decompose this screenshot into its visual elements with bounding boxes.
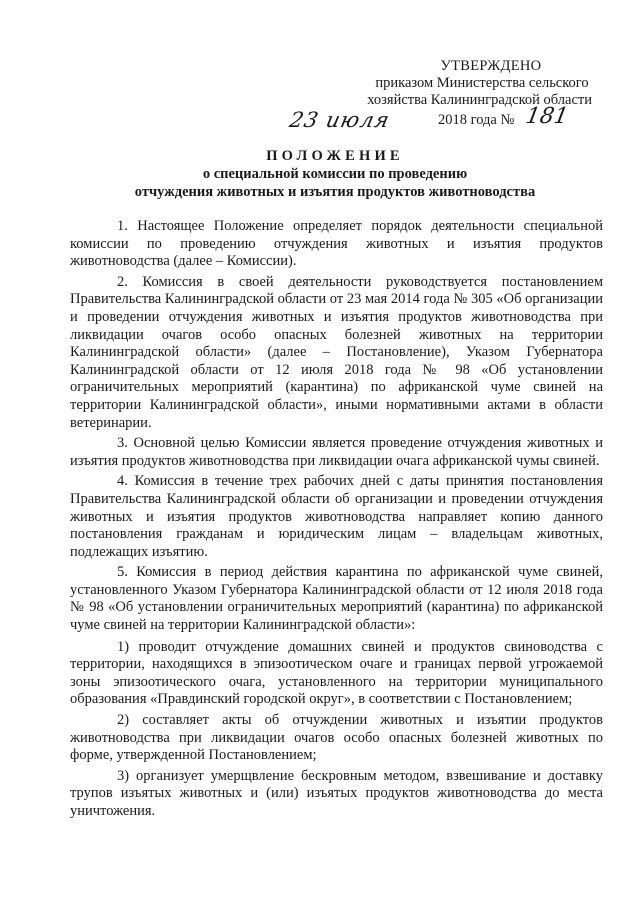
approval-year-text: 2018 года № [438, 112, 515, 128]
subitem-2: 2) составляет акты об отчуждении животных и изъятии продуктов животноводства при ликвидации очагов особо опасных болезней животных по форме, утвержденной Постановлением; [70, 712, 603, 764]
title-main: ПОЛОЖЕНИЕ [266, 148, 404, 164]
paragraph-2: 2. Комиссия в своей деятельности руководствуется постановлением Правительства Калининградской области от 23 мая 2014 года № 305 «Об организации и проведении отчуждения животных и изъятия продуктов животноводства при ликвидации очагов особо опасных болезней животных на территории Калининградской области» (далее – Постановление), Указом Губернатора Калининградской области от 12 июля 2018 года № 98 «Об установлении ограничительных мероприятий (карантина) по африканской чуме свиней на территории Калининградской области», иными нормативными актами в области ветеринарии. [70, 273, 603, 431]
approval-line-1: приказом Министерства сельского [375, 75, 589, 91]
approval-heading: УТВЕРЖДЕНО [440, 58, 542, 74]
title-line-3: отчуждения животных и изъятия продуктов животноводства [134, 184, 536, 200]
approval-date-line [287, 104, 610, 134]
paragraph-3: 3. Основной целью Комиссии является проведение отчуждения животных и изъятия продуктов животноводства при ликвидации очага африканской чумы свиней. [70, 435, 603, 469]
paragraph-1: 1. Настоящее Положение определяет порядок деятельности специальной комиссии по проведению отчуждения животных и изъятия продуктов животноводства (далее – Комиссии). [70, 218, 603, 270]
paragraph-4: 4. Комиссия в течение трех рабочих дней с даты принятия постановления Правительства Калининградской области об организации и проведении отчуждения животных и изъятия продуктов животноводства направляет копию данного постановления гражданам и юридическим лицам – владельцам животных, подлежащих изъятию. [70, 473, 603, 560]
handwritten-order-number: 181 [523, 104, 571, 129]
approval-line-2: хозяйства Калининградской области [367, 92, 592, 108]
document-body [70, 218, 603, 824]
paragraph-5: 5. Комиссия в период действия карантина по африканской чуме свиней, установленного Указом Губернатора Калининградской области от 12 июля 2018 года № 98 «Об установлении ограничительных мероприятий (карантина) по африканской чуме свиней на территории Калининградской области»: [70, 564, 603, 634]
document-title [60, 147, 610, 201]
subitem-3: 3) организует умерщвление бескровным методом, взвешивание и доставку трупов изъятых животных и (или) изъятых продуктов животноводства до места уничтожения. [70, 767, 603, 819]
title-line-2: о специальной комиссии по проведению [202, 166, 468, 182]
subitem-1: 1) проводит отчуждение домашних свиней и продуктов свиноводства с территории, находящихся в эпизоотическом очаге и границах первой угрожаемой зоны эпизоотического очага, установленного на территории муниципального образования «Правдинский городской округ», в соответствии с Постановлением; [70, 638, 603, 708]
handwritten-date: 23 июля [287, 108, 393, 132]
approval-stamp-block [352, 58, 602, 109]
